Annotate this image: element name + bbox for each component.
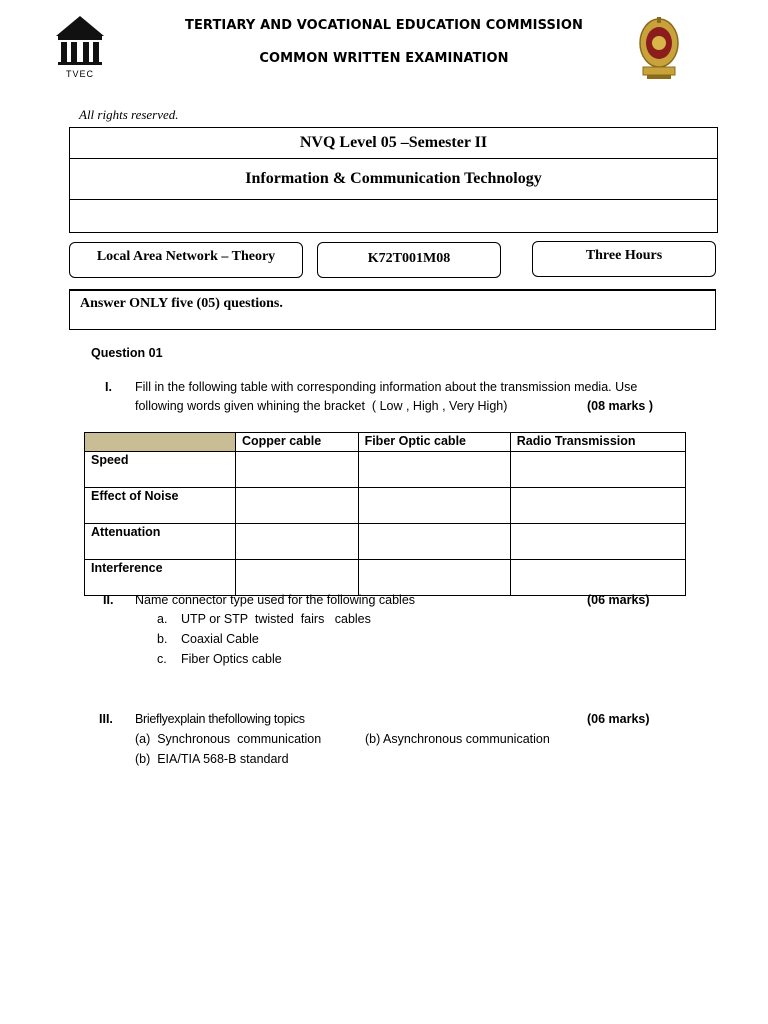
answer-cell[interactable] <box>358 524 510 560</box>
level-title: NVQ Level 05 –Semester II <box>70 128 717 159</box>
rights-note: All rights reserved. <box>79 107 179 122</box>
answer-cell[interactable] <box>510 488 685 524</box>
column-fiber: Fiber Optic cable <box>358 433 510 452</box>
list-item: Fiber Optics cable <box>181 652 282 666</box>
blank-row <box>70 200 717 232</box>
list-item: Coaxial Cable <box>181 632 259 646</box>
exam-title: COMMON WRITTEN EXAMINATION <box>259 51 509 66</box>
answer-cell[interactable] <box>358 560 510 596</box>
answer-cell[interactable] <box>236 452 359 488</box>
column-radio: Radio Transmission <box>510 433 685 452</box>
table-corner-cell <box>85 433 236 452</box>
subject-title: Information & Communication Technology <box>70 159 717 200</box>
list-item: UTP or STP twisted fairs cables <box>181 612 371 626</box>
list-item-label: a. <box>157 612 168 626</box>
answer-cell[interactable] <box>358 488 510 524</box>
answer-cell[interactable] <box>236 488 359 524</box>
module-name: Local Area Network – Theory <box>69 242 303 278</box>
row-attenuation: Attenuation <box>85 524 236 560</box>
row-noise: Effect of Noise <box>85 488 236 524</box>
answer-cell[interactable] <box>236 524 359 560</box>
table-row <box>85 452 686 488</box>
transmission-media-table <box>84 432 686 596</box>
answer-cell[interactable] <box>236 560 359 596</box>
instruction-text: Answer ONLY five (05) questions. <box>80 296 283 311</box>
question-title: Question 01 <box>91 346 163 360</box>
logo-text: TVEC <box>65 69 94 79</box>
table-header-row <box>85 433 686 452</box>
part3-item-c: (b) EIA/TIA 568-B standard <box>135 752 289 766</box>
part1-line2: following words given whining the bracket ( Low , High , Very High) <box>135 399 508 413</box>
instruction-box <box>69 289 716 330</box>
list-item-label: b. <box>157 632 168 646</box>
table-row <box>85 488 686 524</box>
answer-cell[interactable] <box>358 452 510 488</box>
table-row <box>85 560 686 596</box>
list-item-label: c. <box>157 652 167 666</box>
part2-marks: (06 marks) <box>587 593 650 607</box>
commission-title: TERTIARY AND VOCATIONAL EDUCATION COMMISSION <box>184 18 583 33</box>
module-code: K72T001M08 <box>317 242 501 278</box>
part2-text: Name connector type used for the following cables <box>135 593 416 607</box>
part3-marks: (06 marks) <box>587 712 650 726</box>
part3-item-a: (a) Synchronous communication <box>135 732 322 746</box>
row-speed: Speed <box>85 452 236 488</box>
table-row <box>85 524 686 560</box>
row-interference: Interference <box>85 560 236 596</box>
part3-item-b: (b) Asynchronous communication <box>365 732 550 746</box>
column-copper: Copper cable <box>236 433 359 452</box>
answer-cell[interactable] <box>510 560 685 596</box>
duration: Three Hours <box>532 241 716 277</box>
part2-num: II. <box>103 593 114 607</box>
title-box <box>69 127 718 233</box>
part1-line1: Fill in the following table with corresponding information about the transmission media. Use <box>135 380 638 394</box>
answer-cell[interactable] <box>510 452 685 488</box>
part1-num: I. <box>105 380 112 394</box>
part3-num: III. <box>99 712 113 726</box>
answer-cell[interactable] <box>510 524 685 560</box>
part3-text: Brieflyexplain thefollowing topics <box>135 712 305 726</box>
part1-marks: (08 marks ) <box>587 399 654 413</box>
